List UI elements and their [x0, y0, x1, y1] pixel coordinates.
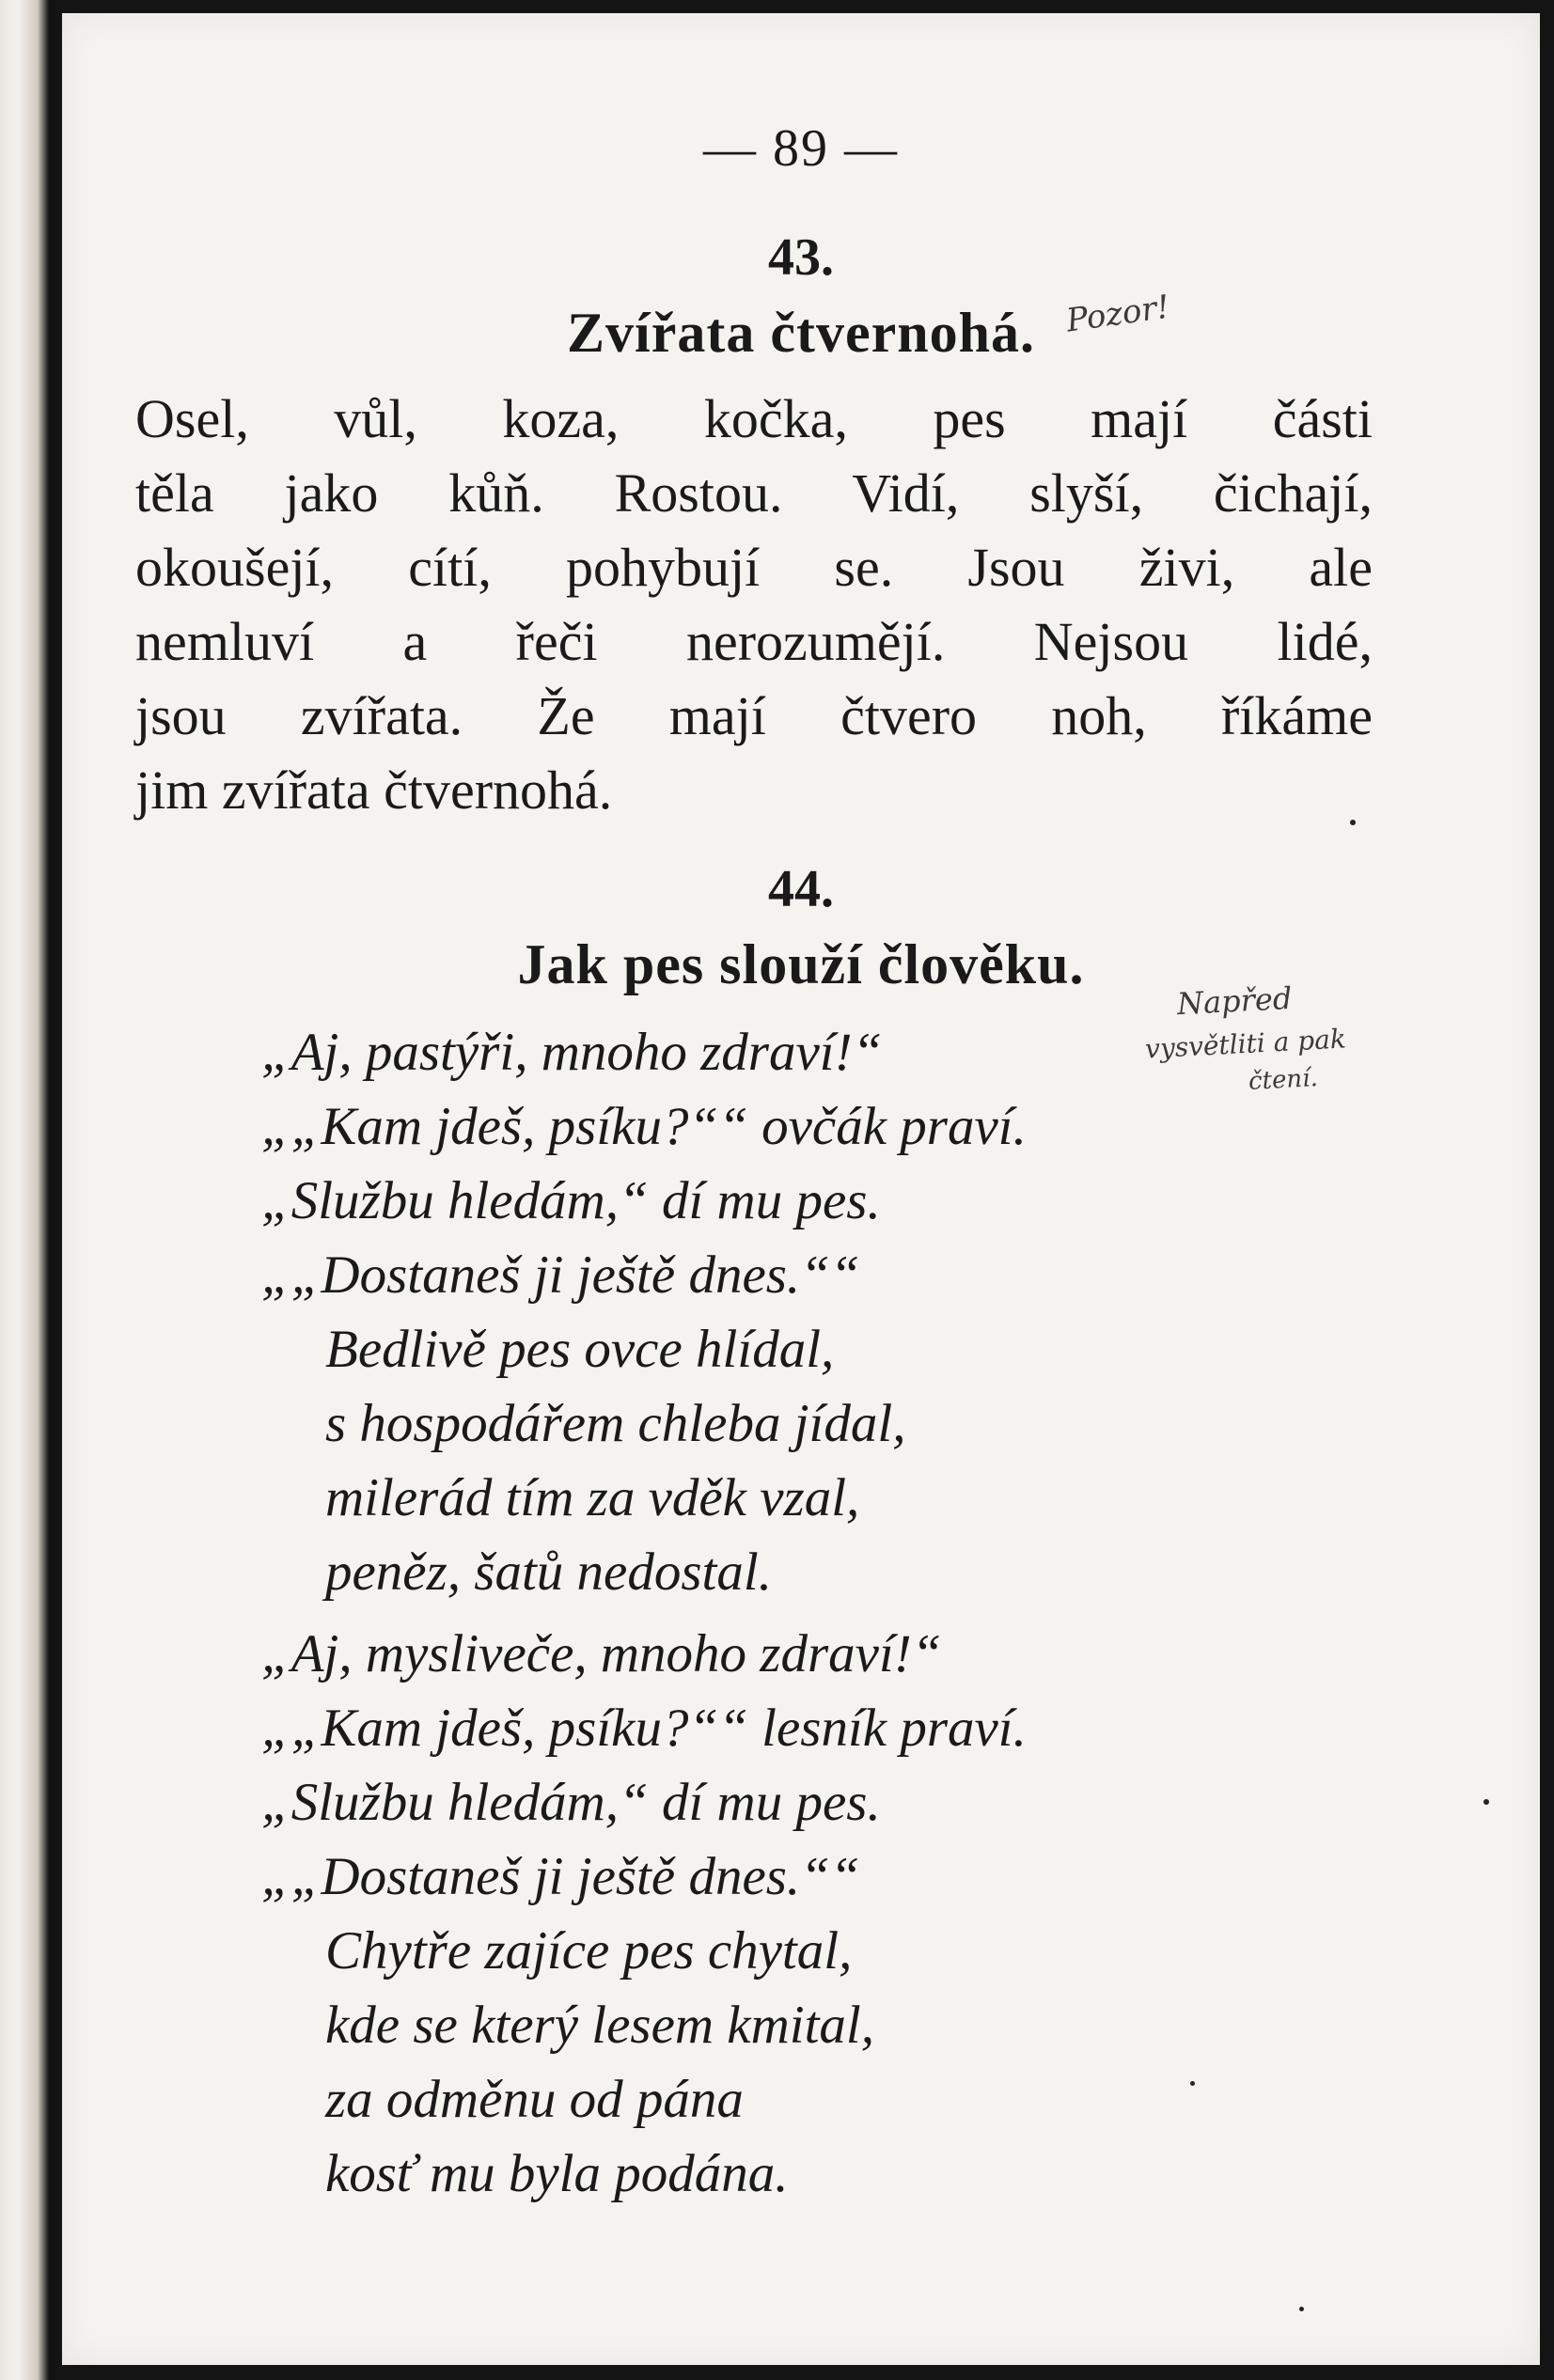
- handwritten-annotation-line: čtení.: [1248, 1064, 1319, 1096]
- section-44-number: 44.: [768, 860, 834, 918]
- section-44-title: Jak pes slouží člověku.: [517, 933, 1085, 995]
- poem-stanza-1: [261, 1015, 1027, 1609]
- prose-line: jsou zvířata. Že mají čtvero noh, říkáme: [135, 685, 1373, 746]
- prose-line: těla jako kůň. Rostou. Vidí, slyší, čichají,: [135, 462, 1373, 524]
- verse-line: Bedlivě pes ovce hlídal,: [325, 1320, 835, 1379]
- verse-line: „Službu hledám,“ dí mu pes.: [261, 1171, 881, 1230]
- handwritten-annotation-pozor: Pozor!: [1063, 288, 1172, 340]
- page-number: — 89 —: [703, 119, 899, 178]
- verse-line: Chytře zajíce pes chytal,: [325, 1921, 853, 1981]
- verse-line: „Aj, pastýři, mnoho zdraví!“: [261, 1023, 883, 1082]
- handwritten-annotation-line: Napřed: [1176, 979, 1294, 1023]
- verse-line: „Službu hledám,“ dí mu pes.: [261, 1773, 881, 1832]
- verse-line: „„Dostaneš ji ještě dnes.““: [261, 1245, 860, 1305]
- scan-speck: [1190, 2081, 1195, 2086]
- scan-speck: [1299, 2307, 1304, 2311]
- section-43-number: 43.: [768, 228, 834, 287]
- verse-line: kde se který lesem kmital,: [325, 1996, 874, 2055]
- prose-line: Osel, vůl, koza, kočka, pes mají části: [135, 388, 1373, 449]
- left-page-edge: [0, 0, 56, 2380]
- verse-line: „„Kam jdeš, psíku?““ lesník praví.: [261, 1699, 1027, 1758]
- verse-line: „„Dostaneš ji ještě dnes.““: [261, 1847, 860, 1906]
- section-43-text: [135, 382, 1373, 827]
- verse-line: milerád tím za vděk vzal,: [325, 1468, 860, 1527]
- verse-line: za odměnu od pána: [325, 2070, 744, 2129]
- handwritten-annotation-line: vysvětliti a pak: [1144, 1023, 1347, 1065]
- verse-line: s hospodářem chleba jídal,: [325, 1394, 906, 1453]
- scan-speck: [1483, 1799, 1489, 1805]
- verse-line: „„Kam jdeš, psíku?““ ovčák praví.: [261, 1097, 1027, 1156]
- scan-speck: [1350, 820, 1356, 825]
- verse-line: peněz, šatů nedostal.: [325, 1542, 772, 1602]
- prose-line: okoušejí, cítí, pohybují se. Jsou živi, ale: [135, 537, 1373, 598]
- prose-line: nemluví a řeči nerozumějí. Nejsou lidé,: [135, 611, 1373, 672]
- poem-stanza-2: [261, 1617, 1027, 2211]
- verse-line: kosť mu byla podána.: [325, 2144, 789, 2203]
- verse-line: „Aj, mysliveče, mnoho zdraví!“: [261, 1624, 942, 1683]
- page-sheet: [62, 13, 1540, 2365]
- section-43-title: Zvířata čtvernohá.: [567, 302, 1035, 364]
- prose-line: jim zvířata čtvernohá.: [135, 759, 613, 821]
